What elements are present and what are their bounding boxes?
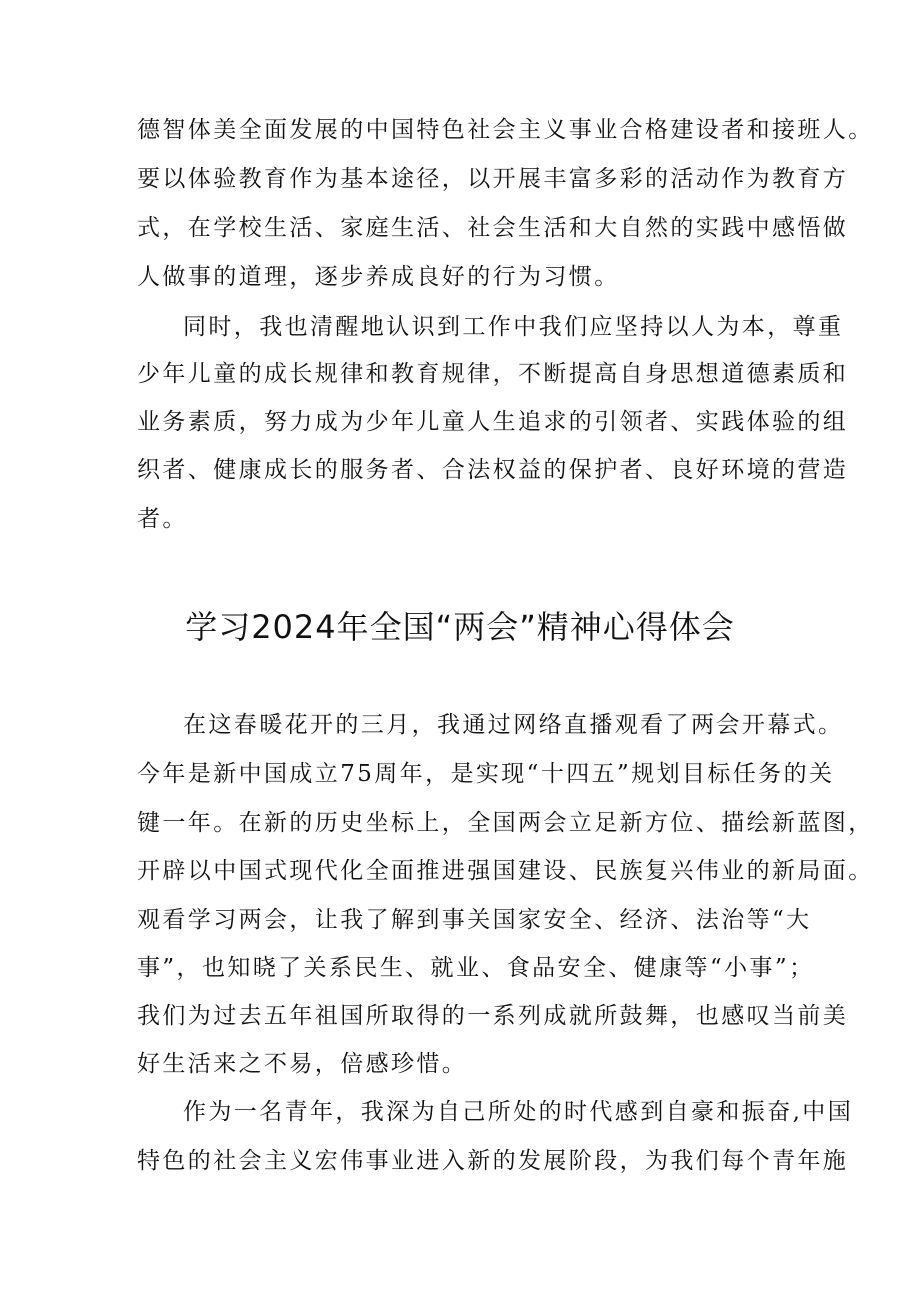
paragraph-line: 键一年。在新的历史坐标上，全国两会立足新方位、描绘新蓝图， (137, 810, 874, 836)
paragraph-line: 业务素质，努力成为少年儿童人生追求的引领者、实践体验的组 (137, 409, 849, 435)
paragraph-line: 好生活来之不易，倍感珍惜。 (137, 1051, 468, 1077)
paragraph-line: 在这春暖花开的三月，我通过网络直播观看了两会开幕式。 (183, 712, 844, 738)
paragraph-line: 今年是新中国成立75周年，是实现“十四五”规划目标任务的关 (137, 761, 835, 787)
page-title: 学习2024年全国“两会”精神心得体会 (185, 608, 735, 646)
paragraph-line: 式，在学校生活、家庭生活、社会生活和大自然的实践中感悟做 (137, 215, 849, 241)
paragraph-line: 作为一名青年，我深为自己所处的时代感到自豪和振奋,中国 (183, 1099, 854, 1125)
paragraph-line: 我们为过去五年祖国所取得的一系列成就所鼓舞，也感叹当前美 (137, 1003, 849, 1029)
paragraph-line: 织者、健康成长的服务者、合法权益的保护者、良好环境的营造 (137, 457, 849, 483)
paragraph-line: 要以体验教育作为基本途径，以开展丰富多彩的活动作为教育方 (137, 166, 849, 192)
paragraph-line: 事”，也知晓了关系民生、就业、食品安全、健康等“小事”； (137, 955, 815, 981)
paragraph-line: 者。 (137, 506, 188, 532)
paragraph-line: 开辟以中国式现代化全面推进强国建设、民族复兴伟业的新局面。 (137, 858, 874, 884)
paragraph-line: 人做事的道理，逐步养成良好的行为习惯。 (137, 264, 620, 290)
paragraph-line: 观看学习两会，让我了解到事关国家安全、经济、法治等“大 (137, 907, 812, 933)
paragraph-line: 同时，我也清醒地认识到工作中我们应坚持以人为本，尊重 (183, 314, 844, 340)
paragraph-line: 少年儿童的成长规律和教育规律，不断提高自身思想道德素质和 (137, 361, 849, 387)
paragraph-line: 特色的社会主义宏伟事业进入新的发展阶段，为我们每个青年施 (137, 1148, 849, 1174)
paragraph-line: 德智体美全面发展的中国特色社会主义事业合格建设者和接班人。 (137, 117, 874, 143)
